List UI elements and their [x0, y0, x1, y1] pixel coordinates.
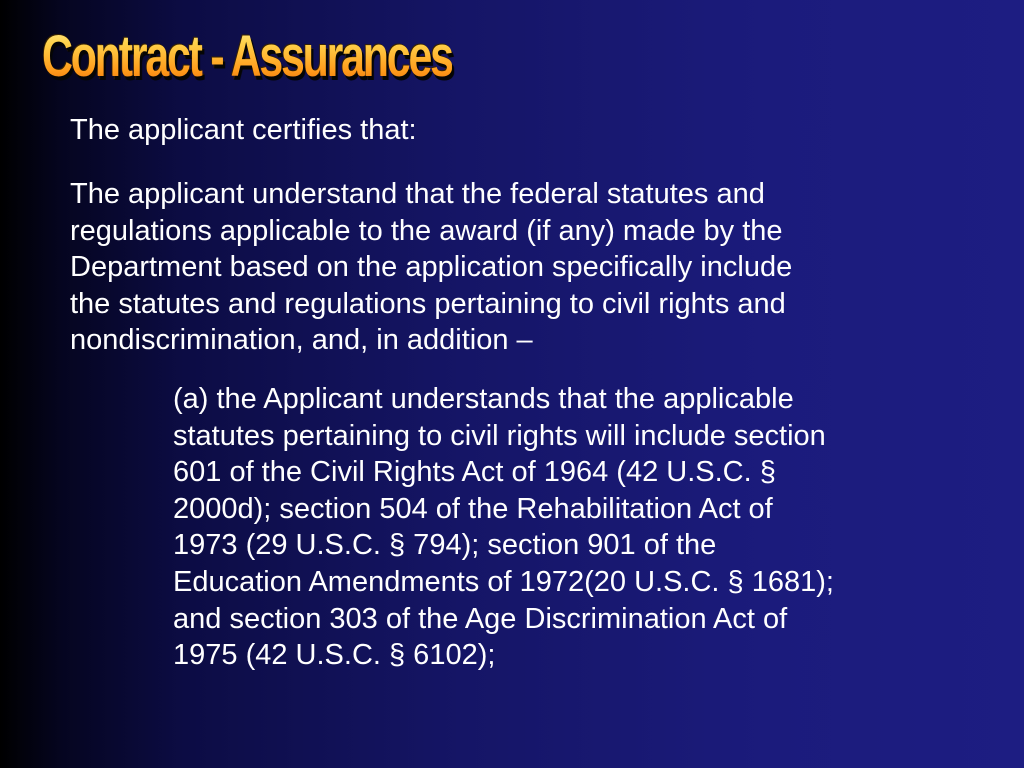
paragraph-line: regulations applicable to the award (if any) made by the	[70, 214, 783, 247]
item-line: 1975 (42 U.S.C. § 6102);	[173, 639, 496, 672]
paragraph-line: the statutes and regulations pertaining to civil rights and	[70, 287, 786, 320]
item-line: 601 of the Civil Rights Act of 1964 (42 U.S.C. §	[173, 456, 776, 489]
slide-title: Contract - Assurances	[42, 22, 452, 92]
paragraph-line: Department based on the application specifically include	[70, 251, 793, 284]
main-paragraph	[70, 176, 950, 359]
intro-text: The applicant certifies that:	[70, 114, 417, 146]
paragraph-line: nondiscrimination, and, in addition –	[70, 324, 533, 357]
item-line: statutes pertaining to civil rights will include section	[173, 419, 826, 452]
item-line: 2000d); section 504 of the Rehabilitation Act of	[173, 492, 773, 525]
item-line: (a) the Applicant understands that the applicable	[173, 383, 794, 415]
item-line: and section 303 of the Age Discrimination Act of	[173, 602, 788, 635]
item-line: Education Amendments of 1972(20 U.S.C. § 1681);	[173, 565, 834, 598]
sub-item-a	[173, 381, 973, 674]
paragraph-line: The applicant understand that the federal statutes and	[70, 178, 765, 210]
item-line: 1973 (29 U.S.C. § 794); section 901 of the	[173, 529, 717, 562]
